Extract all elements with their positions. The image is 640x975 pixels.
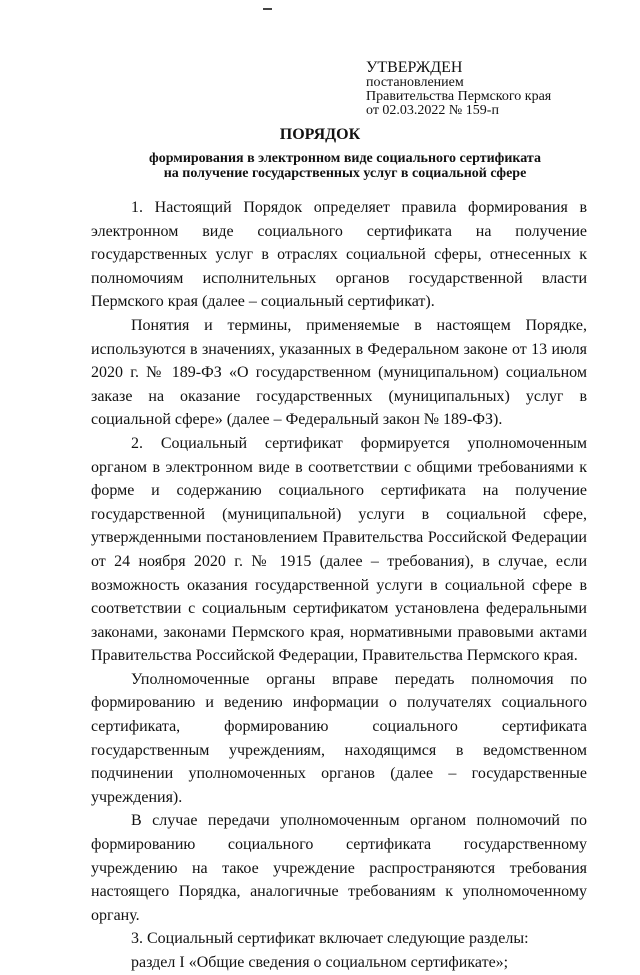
paragraph: 2. Социальный сертификат формируется уполномоченным органом в электронном виде в соответствии с общими требованиями к форме и содержанию социального сертификата на получение государственной (муниципальной) услуги в социальной сфере, утвержденными постановлением Правительства Российской Федерации от 24 ноября 2020 г. № 1915 (далее – требования), в случае, если возможность оказания государственной услуги в социальной сфере в соответствии с социальным сертификатом установлена федеральными законами, законами Пермского края, нормативными правовыми актами Правительства Российской Федерации, Правительства Пермского края. bbox=[91, 434, 587, 665]
paragraph: 3. Социальный сертификат включает следующие разделы: bbox=[131, 930, 529, 948]
subtitle-line: формирования в электронном виде социального сертификата bbox=[149, 151, 541, 166]
approval-stamp bbox=[366, 59, 551, 118]
approval-heading: УТВЕРЖДЕН bbox=[366, 59, 463, 76]
approval-line: постановлением bbox=[366, 75, 464, 90]
paragraph: раздел I «Общие сведения о социальном сертификате»; bbox=[131, 954, 509, 971]
document-title: ПОРЯДОК bbox=[279, 126, 361, 143]
paragraph: 1. Настоящий Порядок определяет правила формирования в электронном виде социального сертификата на получение государственных услуг в отраслях социальной сферы, отнесенных к полномочиям исполнительных органов государственной власти Пермского края (далее – социальный сертификат). bbox=[91, 199, 587, 311]
scan-mark bbox=[263, 8, 272, 10]
paragraph: Уполномоченные органы вправе передать полномочия по формированию и ведению информации о получателях социального сертификата, формированию социального сертификата государственным учреждениям, находящимся в ведомственном подчинении уполномоченных органов (далее – государственные учреждения). bbox=[91, 670, 587, 806]
document-body bbox=[91, 196, 587, 975]
paragraph: Понятия и термины, применяемые в настоящем Порядке, используются в значениях, указанных в Федеральном законе от 13 июля 2020 г. № 189-ФЗ «О государственном (муниципальном) социальном заказе на оказание государственных (муниципальных) услуг в социальной сфере» (далее – Федеральный закон № 189-ФЗ). bbox=[91, 316, 587, 429]
paragraph: В случае передачи уполномоченным органом полномочий по формированию социального сертификата государственному учреждению на такое учреждение распространяются требования настоящего Порядка, аналогичные требованиям к уполномоченному органу. bbox=[91, 812, 587, 924]
approval-line: от 02.03.2022 № 159-п bbox=[366, 103, 499, 118]
subtitle-line: на получение государственных услуг в социальной сфере bbox=[163, 166, 527, 181]
approval-line: Правительства Пермского края bbox=[366, 89, 552, 104]
document-subtitle bbox=[110, 151, 580, 181]
